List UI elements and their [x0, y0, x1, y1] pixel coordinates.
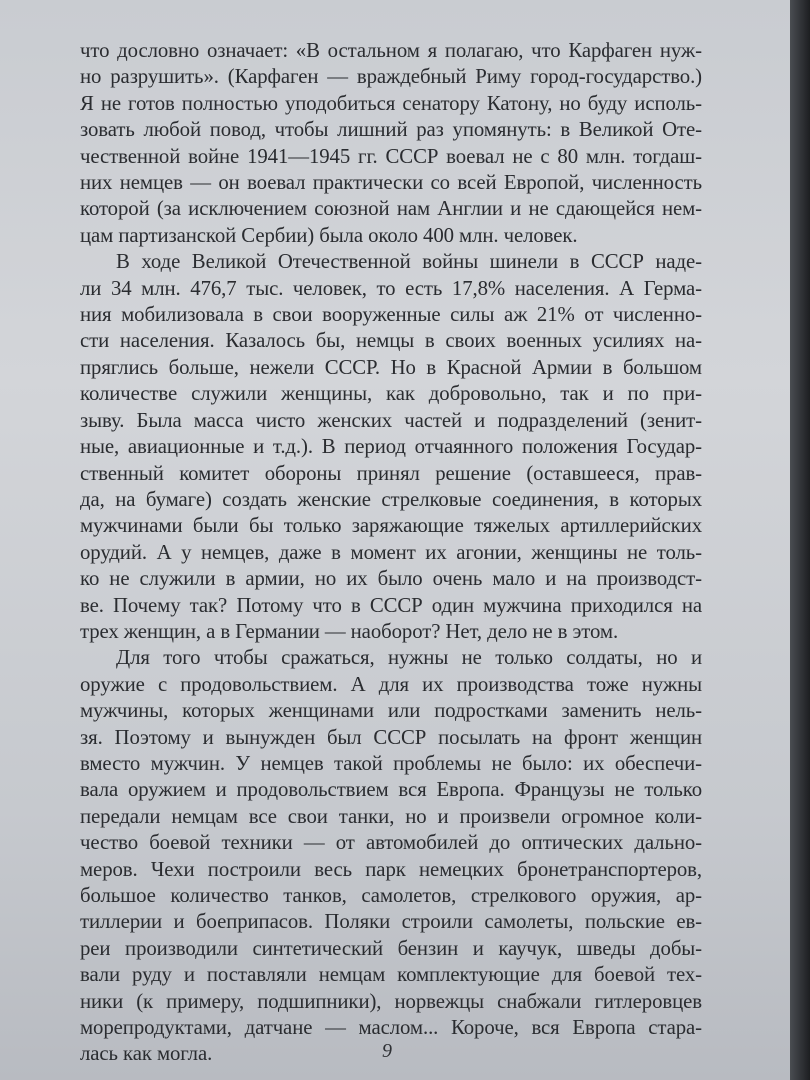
text-line: реи производили синтетический бензин и каучук, шведы добы-: [80, 936, 702, 960]
text-line: орудий. А у немцев, даже в момент их агонии, женщины не толь-: [80, 540, 702, 564]
text-line: Я не готов полностью уподобиться сенатору Катону, но буду исполь-: [80, 91, 702, 115]
text-line: ния мобилизовала в свои вооруженные силы аж 21% от численно-: [80, 303, 702, 327]
text-line: вала оружием и продовольствием вся Европа. Французы не только: [80, 778, 702, 802]
text-line: трех женщин, а в Германии — наоборот? Нет, дело не в этом.: [80, 619, 619, 643]
text-line: лась как могла.: [80, 1042, 213, 1066]
text-line: передали немцам все свои танки, но и произвели огромное коли-: [80, 804, 702, 828]
body-text: [80, 38, 702, 1068]
paragraph: [80, 249, 702, 645]
text-line: вместо мужчин. У немцев такой проблемы не было: их обеспечи-: [80, 751, 702, 775]
text-line: ные, авиационные и т.д.). В период отчаянного положения Государ-: [80, 435, 702, 459]
text-line: вали руду и поставляли немцам комплектующие для боевой тех-: [80, 963, 702, 987]
text-line: большое количество танков, самолетов, стрелкового оружия, ар-: [80, 884, 702, 907]
book-spine-edge: [790, 0, 810, 1080]
paragraph: [80, 38, 702, 249]
text-line: ко не служили в армии, но их было очень мало и на производст-: [80, 567, 702, 591]
text-line: что дословно означает: «В остальном я полагаю, что Карфаген нуж-: [80, 39, 702, 62]
text-line: Для того чтобы сражаться, нужны не только солдаты, но и: [116, 646, 702, 670]
text-line: тиллерии и боеприпасов. Поляки строили самолеты, польские ев-: [80, 910, 702, 934]
text-line: сти населения. Казалось бы, немцы в своих военных усилиях на-: [80, 329, 702, 353]
text-line: ве. Почему так? Потому что в СССР один мужчина приходился на: [80, 593, 702, 617]
text-line: ли 34 млн. 476,7 тыс. человек, то есть 17,8% населения. А Герма-: [80, 276, 702, 300]
page-number: 9: [382, 1040, 392, 1062]
text-line: морепродуктами, датчане — маслом... Короче, вся Европа стара-: [80, 1016, 702, 1040]
text-line: зыву. Была масса чисто женских частей и подразделений (зенит-: [80, 408, 702, 432]
text-line: но разрушить». (Карфаген — враждебный Риму город-государство.): [80, 65, 702, 89]
text-line: ственный комитет обороны принял решение (оставшееся, прав-: [80, 461, 702, 485]
text-line: чество боевой техники — от автомобилей до оптических дально-: [80, 831, 702, 855]
text-line: цам партизанской Сербии) была около 400 млн. человек.: [80, 223, 578, 247]
text-line: зя. Поэтому и вынужден был СССР посылать на фронт женщин: [80, 725, 702, 749]
text-line: да, на бумаге) создать женские стрелковые соединения, в которых: [80, 487, 702, 511]
text-line: мужчины, которых женщинами или подростками заменить нель-: [80, 699, 702, 723]
text-line: чественной войне 1941—1945 гг. СССР воевал не с 80 млн. тогдаш-: [80, 144, 702, 168]
text-line: зовать любой повод, чтобы лишний раз упомянуть: в Великой Оте-: [80, 118, 702, 142]
text-line: которой (за исключением союзной нам Англии и не сдающейся нем-: [80, 197, 702, 221]
text-line: оружие с продовольствием. А для их производства тоже нужны: [80, 672, 702, 696]
text-line: меров. Чехи построили весь парк немецких бронетранспортеров,: [80, 857, 702, 881]
text-line: количестве служили женщины, как добровольно, так и по при-: [80, 382, 702, 406]
paragraph: [80, 645, 702, 1068]
text-line: мужчинами были бы только заряжающие тяжелых артиллерийских: [80, 514, 702, 538]
text-line: ники (к примеру, подшипники), норвежцы снабжали гитлеровцев: [80, 989, 702, 1013]
text-line: них немцев — он воевал практически со всей Европой, численность: [80, 171, 702, 195]
text-line: пряглись больше, нежели СССР. Но в Красной Армии в большом: [80, 355, 702, 379]
text-line: В ходе Великой Отечественной войны шинели в СССР наде-: [116, 250, 702, 274]
